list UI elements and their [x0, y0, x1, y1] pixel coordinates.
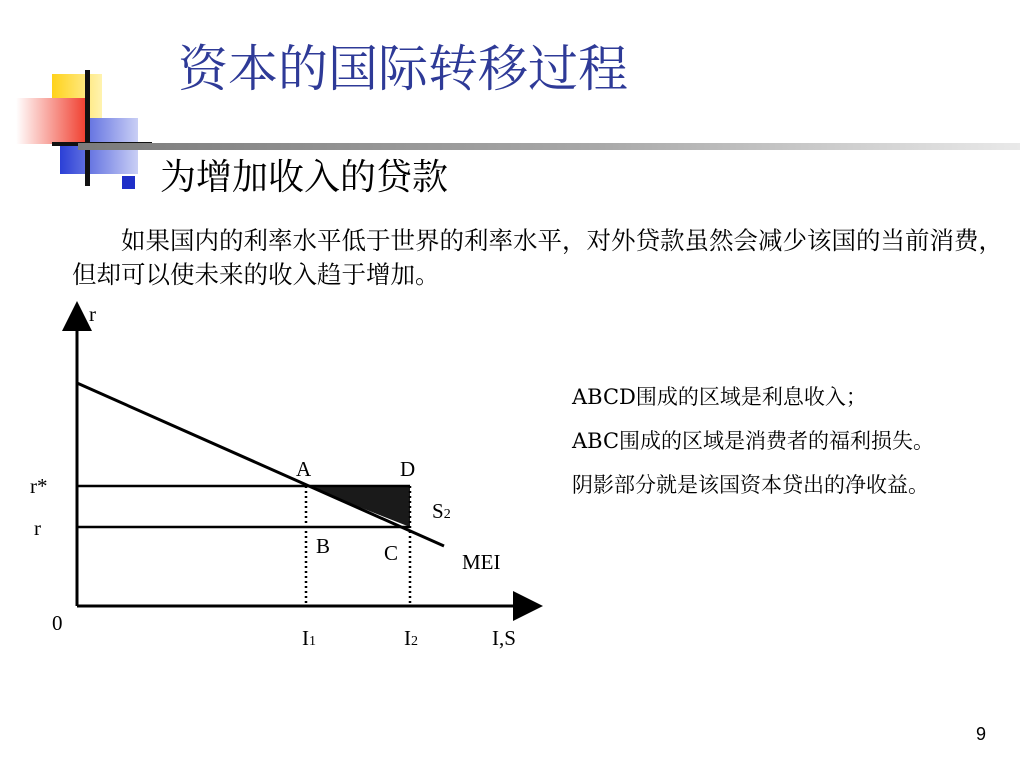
- r-star-label: r*: [30, 474, 48, 498]
- title-divider: [78, 143, 1020, 150]
- s2-label: S2: [432, 499, 451, 523]
- point-c-label: C: [384, 541, 399, 565]
- point-d-label: D: [400, 457, 416, 481]
- y-axis-label: r: [89, 302, 96, 326]
- origin-label: 0: [52, 611, 63, 635]
- x-axis-label: I,S: [492, 626, 516, 650]
- mei-label: MEI: [462, 550, 501, 574]
- decorative-squares: [0, 0, 160, 200]
- note-welfare-loss: ABC围成的区域是消费者的福利损失。: [572, 429, 935, 453]
- point-b-label: B: [316, 534, 331, 558]
- point-a-label: A: [296, 457, 312, 481]
- note-interest-income: ABCD围成的区域是利息收入；: [572, 385, 867, 409]
- deco-vertical-bar: [85, 70, 90, 186]
- slide-title: 资本的国际转移过程: [178, 40, 628, 98]
- r-label: r: [34, 516, 41, 540]
- explanation-notes: [572, 382, 982, 514]
- bullet-marker: [122, 176, 135, 189]
- loan-diagram: [0, 300, 560, 668]
- i2-label: I2: [404, 626, 418, 650]
- deco-red-square: [16, 98, 88, 144]
- body-paragraph: 如果国内的利率水平低于世界的利率水平，对外贷款虽然会减少该国的当前消费，但却可以使未来的收入趋于增加。: [72, 226, 1003, 289]
- page-number: 9: [976, 724, 987, 744]
- bullet-heading: 为增加收入的贷款: [160, 157, 449, 198]
- mei-line: [77, 383, 444, 546]
- note-net-gain: 阴影部分就是该国资本贷出的净收益。: [572, 473, 929, 497]
- i1-label: I1: [302, 626, 316, 650]
